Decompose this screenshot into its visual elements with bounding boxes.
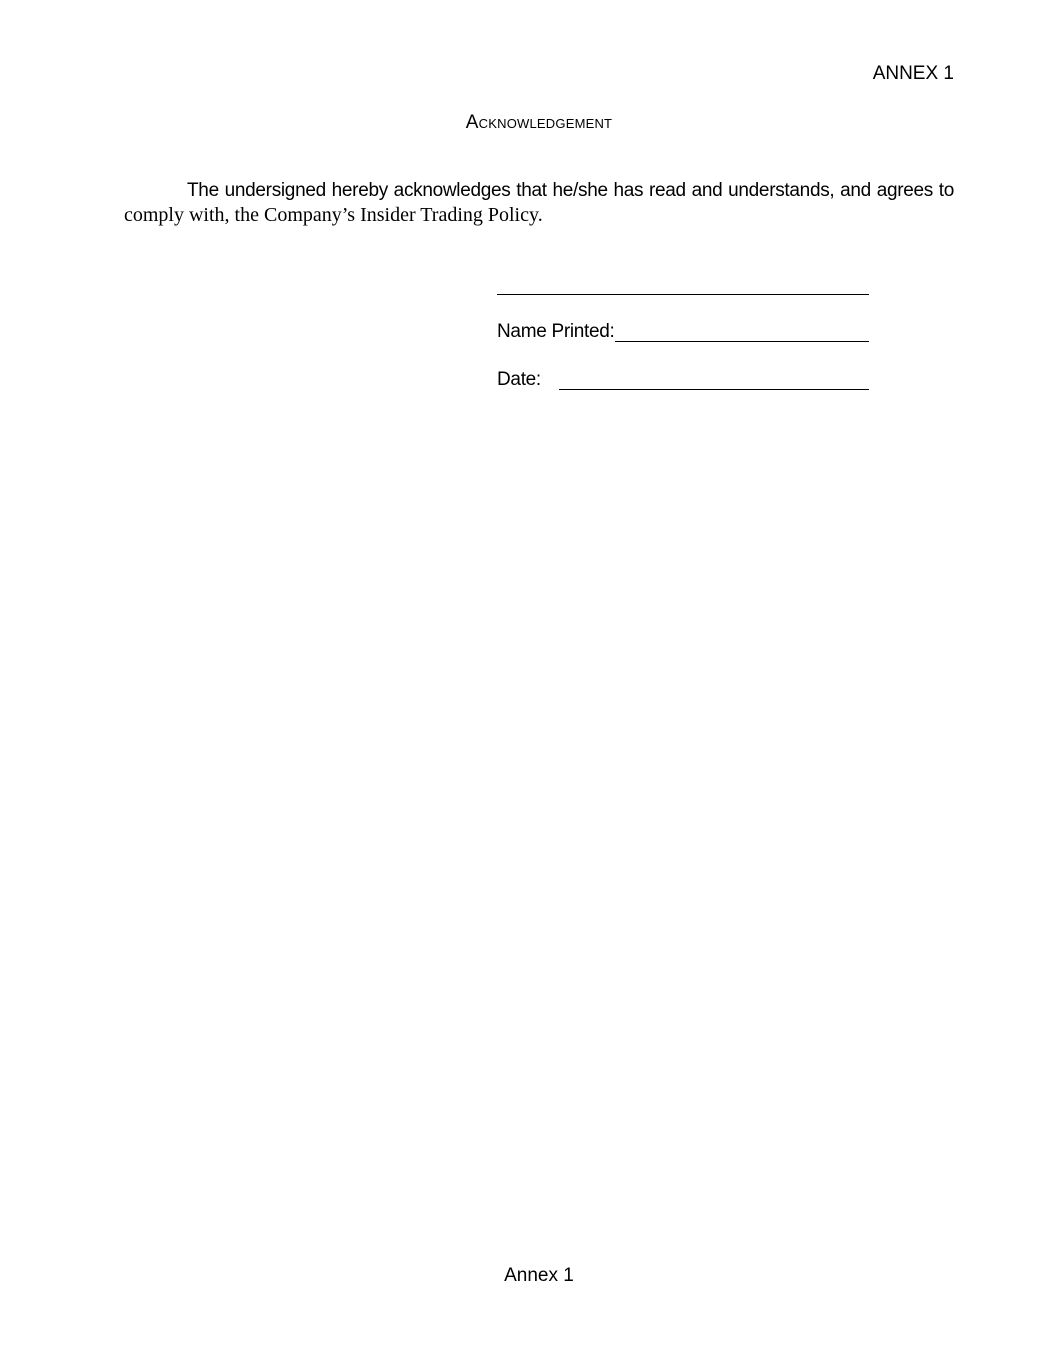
document-title: Acknowledgement [465, 112, 613, 133]
page-footer: Annex 1 [504, 1265, 574, 1286]
name-printed-field [497, 320, 869, 344]
signature-line[interactable] [497, 294, 869, 295]
date-label: Date: [497, 369, 541, 390]
date-field [497, 368, 869, 392]
name-printed-label: Name Printed: [497, 321, 615, 342]
name-printed-blank[interactable] [615, 341, 869, 342]
annex-header: ANNEX 1 [872, 63, 954, 84]
paragraph-line-1: The undersigned hereby acknowledges that he/she has read and understands, and agrees to [187, 180, 954, 201]
paragraph-line-2: comply with, the Company’s Insider Trading Policy. [124, 204, 543, 226]
acknowledgement-paragraph [124, 178, 954, 228]
date-blank[interactable] [559, 389, 869, 390]
